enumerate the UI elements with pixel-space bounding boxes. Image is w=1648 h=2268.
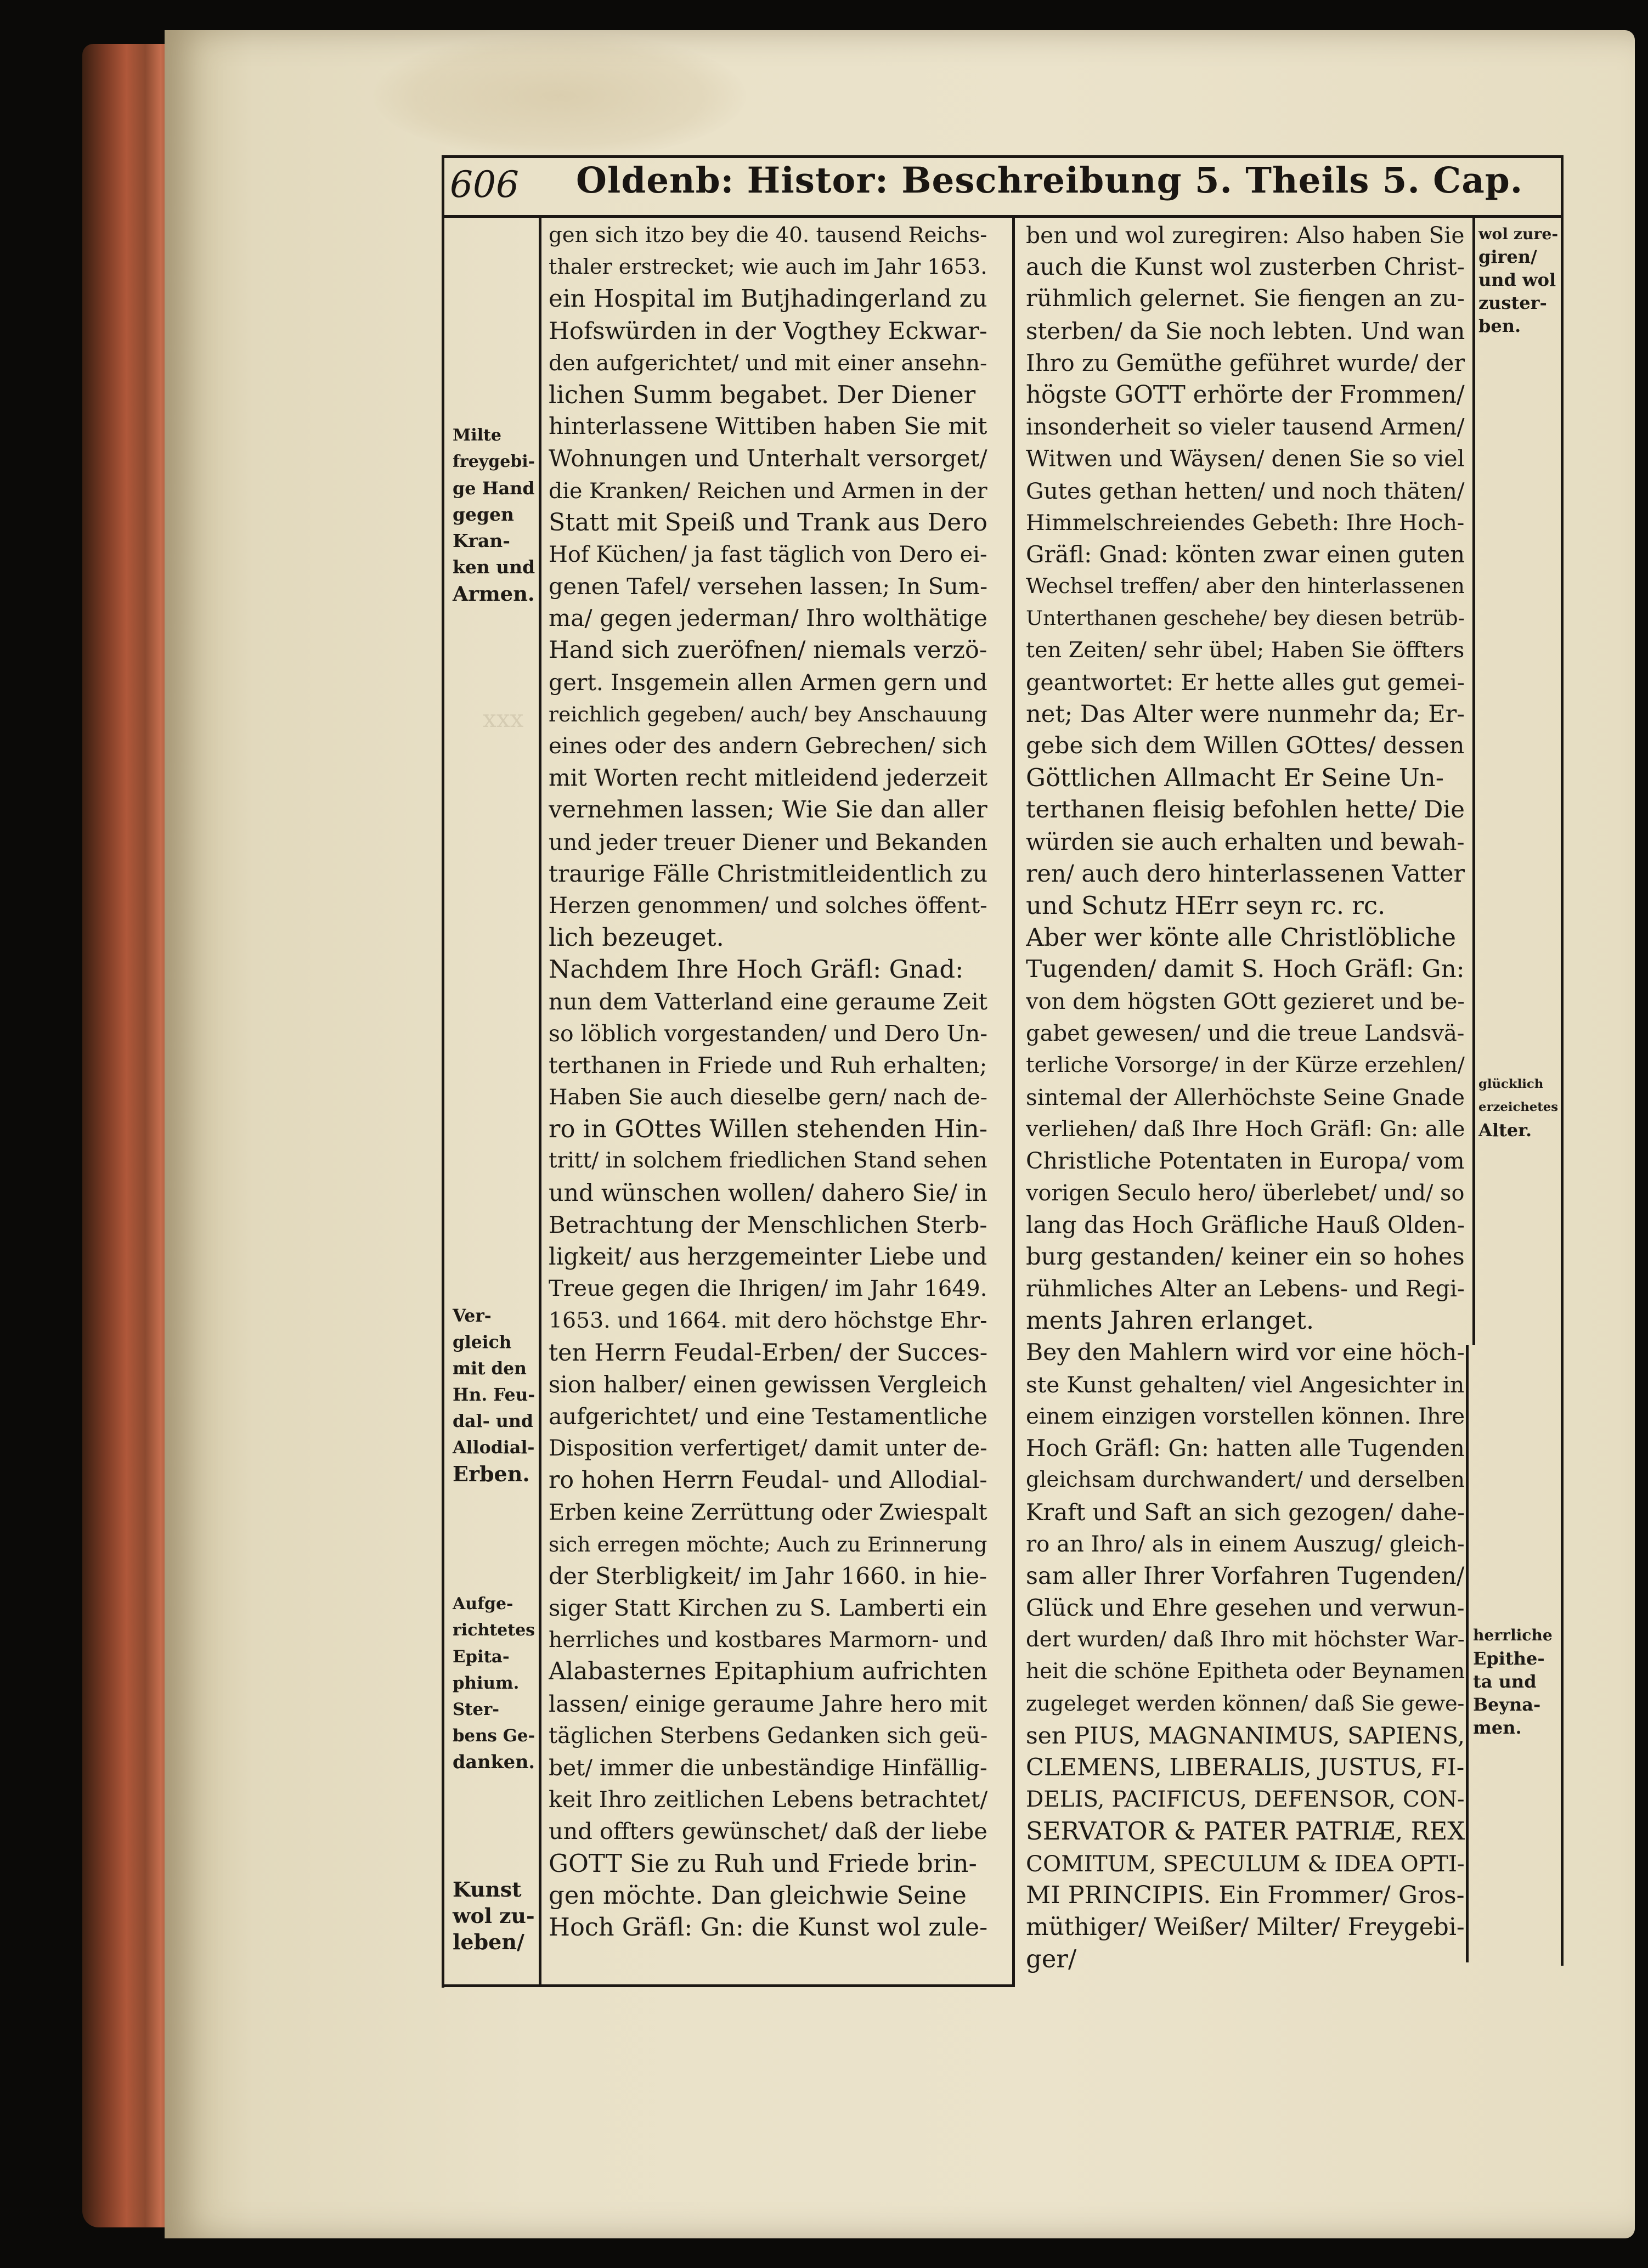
- water-stain: [373, 33, 746, 159]
- text-line: herrliches und kostbares Marmorn- und: [549, 1627, 987, 1653]
- text-line: und wünschen wollen/ dahero Sie/ in: [549, 1179, 987, 1207]
- margin-note-epitaphium: Aufge- richtetes Epita- phium. Ster- bens Ge- danken.: [453, 1594, 535, 1773]
- text-line: gabet gewesen/ und die treue Landsvä-: [1026, 1020, 1465, 1046]
- text-line: auch die Kunst wol zusterben Christ-: [1026, 253, 1465, 281]
- text-line: Haben Sie auch dieselbe gern/ nach de-: [549, 1085, 987, 1110]
- center-column-rule: [1012, 215, 1015, 1984]
- text-line: die Kranken/ Reichen und Armen in der: [549, 478, 987, 504]
- text-line: GOTT Sie zu Ruh und Friede brin-: [549, 1848, 977, 1878]
- text-line: Wechsel treffen/ aber den hinterlassenen: [1026, 574, 1465, 599]
- text-line: Aber wer könte alle Christlöbliche: [1026, 923, 1457, 952]
- left-margin-rule: [442, 155, 444, 1988]
- text-line: lang das Hoch Gräfliche Hauß Olden-: [1026, 1211, 1465, 1238]
- text-line: 1653. und 1664. mit dero höchstge Ehr-: [549, 1308, 987, 1334]
- text-line: sen PIUS, MAGNANIMUS, SAPIENS,: [1026, 1722, 1465, 1749]
- text-line: Ihro zu Gemüthe geführet wurde/ der: [1026, 349, 1465, 376]
- text-line: sion halber/ einen gewissen Vergleich: [549, 1370, 987, 1398]
- text-line: siger Statt Kirchen zu S. Lamberti ein: [549, 1594, 987, 1622]
- page-number: 606: [450, 163, 519, 206]
- text-line: aufgerichtet/ und eine Testamentliche: [549, 1403, 987, 1430]
- text-line: ro an Ihro/ als in einem Auszug/ gleich-: [1026, 1531, 1465, 1557]
- text-line: Himmelschreiendes Gebeth: Ihre Hoch-: [1026, 510, 1465, 535]
- text-line: Göttlichen Allmacht Er Seine Un-: [1026, 763, 1444, 793]
- text-column-right: [1026, 219, 1465, 1975]
- text-line: lassen/ einige geraume Jahre hero mit: [549, 1690, 987, 1717]
- text-line: gen möchte. Dan gleichwie Seine: [549, 1880, 967, 1910]
- text-line: Nachdem Ihre Hoch Gräfl: Gnad:: [549, 955, 964, 984]
- text-line: Christliche Potentaten in Europa/ vom: [1026, 1148, 1465, 1175]
- text-line: von dem högsten GOtt gezieret und be-: [1026, 989, 1465, 1014]
- text-line: Statt mit Speiß und Trank aus Dero: [549, 508, 987, 537]
- left-column-rule: [539, 215, 541, 1984]
- margin-note-epitheta: herrliche Epithe- ta und Beyna- men.: [1473, 1626, 1553, 1738]
- text-line: rühmliches Alter an Lebens- und Regi-: [1026, 1276, 1465, 1302]
- text-line: Wohnungen und Unterhalt versorget/: [549, 445, 987, 472]
- text-line: Bey den Mahlern wird vor eine höch-: [1026, 1339, 1465, 1366]
- margin-note-alter: glücklich erzeichetes Alter.: [1478, 1077, 1559, 1141]
- text-line: Treue gegen die Ihrigen/ im Jahr 1649.: [549, 1276, 987, 1302]
- text-line: sintemal der Allerhöchste Seine Gnade: [1026, 1084, 1465, 1111]
- text-line: zugeleget werden können/ daß Sie gewe-: [1026, 1691, 1465, 1716]
- bleed-through: xxx: [483, 705, 524, 733]
- text-line: rühmlich gelernet. Sie fiengen an zu-: [1026, 285, 1465, 313]
- text-line: Betrachtung der Menschlichen Sterb-: [549, 1211, 987, 1238]
- text-line: ligkeit/ aus herzgemeinter Liebe und: [549, 1243, 987, 1271]
- text-line: CLEMENS, LIBERALIS, JUSTUS, FI-: [1026, 1754, 1465, 1781]
- text-line: reichlich gegeben/ auch/ bey Anschauung: [549, 702, 987, 726]
- text-line: keit Ihro zeitlichen Lebens betrachtet/: [549, 1786, 987, 1813]
- bottom-rule: [442, 1984, 1015, 1987]
- text-line: bet/ immer die unbeständige Hinfällig-: [549, 1754, 987, 1781]
- text-line: vorigen Seculo hero/ überlebet/ und/ so: [1026, 1180, 1465, 1206]
- text-line: terthanen fleisig befohlen hette/ Die: [1026, 796, 1465, 824]
- text-line: SERVATOR & PATER PATRIÆ, REX: [1026, 1816, 1465, 1846]
- text-line: ments Jahren erlanget.: [1026, 1306, 1314, 1335]
- text-line: der Sterbligkeit/ im Jahr 1660. in hie-: [549, 1562, 987, 1589]
- text-line: dert wurden/ daß Ihro mit höchster War-: [1026, 1627, 1465, 1652]
- text-line: gen sich itzo bey die 40. tausend Reichs-: [549, 223, 987, 247]
- text-line: Hof Küchen/ ja fast täglich von Dero ei-: [549, 541, 987, 567]
- margin-note-kunst: Kunst wol zu- leben/: [453, 1877, 535, 1954]
- margin-note-zuregiren: wol zure- giren/ und wol zuster- ben.: [1478, 224, 1559, 336]
- text-line: und Schutz HErr seyn rc. rc.: [1026, 890, 1386, 920]
- text-line: sich erregen möchte; Auch zu Erinnerung: [549, 1532, 987, 1556]
- text-line: ten Herrn Feudal-Erben/ der Succes-: [549, 1339, 987, 1367]
- header-rule-top: [442, 155, 1564, 158]
- text-line: burg gestanden/ keiner ein so hohes: [1026, 1243, 1465, 1271]
- text-line: heit die schöne Epitheta oder Beynamen: [1026, 1659, 1465, 1684]
- text-line: insonderheit so vieler tausend Armen/: [1026, 414, 1465, 441]
- text-line: gert. Insgemein allen Armen gern und: [549, 669, 987, 696]
- text-line: und offters gewünschet/ daß der liebe: [549, 1818, 987, 1845]
- text-line: ro hohen Herrn Feudal- und Allodial-: [549, 1466, 987, 1494]
- text-line: Hand sich zueröfnen/ niemals verzö-: [549, 636, 987, 664]
- text-line: Disposition verfertiget/ damit unter de-: [549, 1436, 987, 1462]
- text-line: und jeder treuer Diener und Bekanden: [549, 828, 987, 855]
- text-line: Kraft und Saft an sich gezogen/ dahe-: [1026, 1498, 1465, 1526]
- text-line: einem einzigen vorstellen können. Ihre: [1026, 1403, 1465, 1429]
- text-line: ben und wol zuregiren: Also haben Sie: [1026, 222, 1465, 249]
- text-line: ro in GOttes Willen stehenden Hin-: [549, 1114, 987, 1144]
- right-column-rule-upper: [1472, 215, 1475, 1345]
- text-line: genen Tafel/ versehen lassen; In Sum-: [549, 573, 987, 600]
- text-line: ma/ gegen jederman/ Ihro wolthätige: [549, 605, 987, 632]
- text-line: ren/ auch dero hinterlassenen Vatter: [1026, 860, 1465, 888]
- text-line: hinterlassene Wittiben haben Sie mit: [549, 413, 987, 441]
- text-line: Witwen und Wäysen/ denen Sie so viel: [1026, 445, 1465, 472]
- text-line: ein Hospital im Butjhadingerland zu: [549, 285, 987, 313]
- text-line: traurige Fälle Christmitleidentlich zu: [549, 860, 987, 887]
- text-line: geantwortet: Er hette alles gut gemei-: [1026, 669, 1465, 696]
- text-line: DELIS, PACIFICUS, DEFENSOR, CON-: [1026, 1786, 1465, 1813]
- text-line: lichen Summ begabet. Der Diener: [549, 380, 976, 409]
- text-line: Gutes gethan hetten/ und noch thäten/: [1026, 477, 1465, 504]
- text-line: vernehmen lassen; Wie Sie dan aller: [549, 796, 987, 824]
- text-line: Gräfl: Gnad: könten zwar einen guten: [1026, 540, 1465, 568]
- text-line: lich bezeuget.: [549, 923, 724, 952]
- right-column-rule-lower: [1466, 1345, 1469, 1962]
- text-line: sam aller Ihrer Vorfahren Tugenden/: [1026, 1562, 1465, 1590]
- text-line: Glück und Ehre gesehen und verwun-: [1026, 1594, 1465, 1622]
- margin-note-vergleich: Ver- gleich mit den Hn. Feu- dal- und Allodial- Erben.: [453, 1306, 535, 1486]
- margin-note-milte: Milte freygebi- ge Hand gegen Kran- ken und Armen.: [453, 426, 535, 606]
- text-line: MI PRINCIPIS. Ein Frommer/ Gros-: [1026, 1881, 1465, 1909]
- header-rule-bottom: [442, 215, 1564, 218]
- text-line: thaler erstrecket; wie auch im Jahr 1653.: [549, 255, 987, 280]
- text-line: högste GOTT erhörte der Frommen/: [1026, 381, 1465, 409]
- text-line: müthiger/ Weißer/ Milter/ Freygebi-: [1026, 1912, 1465, 1941]
- text-line: Tugenden/ damit S. Hoch Gräfl: Gn:: [1026, 955, 1465, 984]
- text-line: ten Zeiten/ sehr übel; Haben Sie öffters: [1026, 637, 1465, 663]
- text-line: eines oder des andern Gebrechen/ sich: [549, 733, 987, 759]
- text-line: nun dem Vatterland eine geraume Zeit: [549, 988, 987, 1015]
- text-line: täglichen Sterbens Gedanken sich geü-: [549, 1723, 987, 1748]
- text-line: net; Das Alter were nunmehr da; Er-: [1026, 700, 1465, 728]
- text-line: tritt/ in solchem friedlichen Stand sehen: [549, 1148, 987, 1174]
- text-column-left: [549, 219, 987, 1943]
- text-line: Herzen genommen/ und solches öffent-: [549, 893, 987, 918]
- text-line: ger/: [1026, 1944, 1077, 1974]
- text-line: Unterthanen geschehe/ bey diesen betrüb-: [1026, 606, 1465, 630]
- text-line: Hoch Gräfl: Gn: hatten alle Tugenden: [1026, 1435, 1465, 1462]
- text-line: so löblich vorgestanden/ und Dero Un-: [549, 1020, 987, 1047]
- text-line: terliche Vorsorge/ in der Kürze erzehlen/: [1026, 1052, 1465, 1077]
- text-line: mit Worten recht mitleidend jederzeit: [549, 764, 987, 792]
- text-line: Erben keine Zerrüttung oder Zwiespalt: [549, 1499, 987, 1525]
- text-line: gleichsam durchwandert/ und derselben: [1026, 1468, 1465, 1493]
- text-line: verliehen/ daß Ihre Hoch Gräfl: Gn: alle: [1026, 1116, 1465, 1142]
- right-margin-rule: [1561, 155, 1564, 1966]
- text-line: Hoch Gräfl: Gn: die Kunst wol zule-: [549, 1912, 987, 1942]
- text-line: den aufgerichtet/ und mit einer ansehn-: [549, 350, 987, 376]
- running-head: Oldenb: Histor: Beschreibung 5. Theils 5. Cap.: [576, 160, 1523, 201]
- text-line: terthanen in Friede und Ruh erhalten;: [549, 1052, 987, 1079]
- text-line: COMITUM, SPECULUM & IDEA OPTI-: [1026, 1850, 1465, 1877]
- text-line: ste Kunst gehalten/ viel Angesichter in: [1026, 1371, 1465, 1398]
- text-line: würden sie auch erhalten und bewah-: [1026, 828, 1465, 855]
- text-line: Alabasternes Epitaphium aufrichten: [549, 1658, 987, 1686]
- text-line: sterben/ da Sie noch lebten. Und wan: [1026, 317, 1465, 345]
- text-line: gebe sich dem Willen GOttes/ dessen: [1026, 732, 1465, 759]
- text-line: Hofswürden in der Vogthey Eckwar-: [549, 317, 987, 345]
